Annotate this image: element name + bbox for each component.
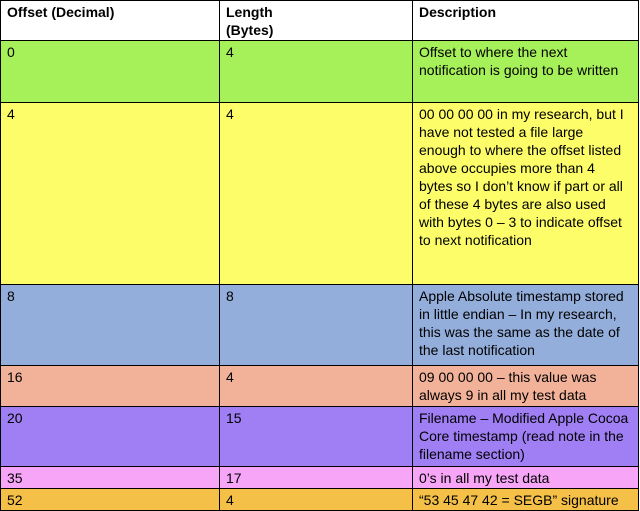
table-row (1, 285, 639, 366)
cell-length: 4 (220, 366, 413, 407)
cell-description: Filename – Modified Apple Cocoa Core timestamp (read note in the filename section) (413, 407, 639, 467)
cell-offset: 20 (1, 407, 220, 467)
cell-length: 4 (220, 41, 413, 103)
table-row (1, 103, 639, 285)
cell-offset: 35 (1, 467, 220, 489)
table-row (1, 407, 639, 467)
cell-length: 8 (220, 285, 413, 366)
cell-description: 0’s in all my test data (413, 467, 639, 489)
cell-length: 17 (220, 467, 413, 489)
cell-description: Apple Absolute timestamp stored in little endian – In my research, this was the same as the date of the last notification (413, 285, 639, 366)
table-row (1, 467, 639, 489)
header-length (220, 1, 413, 41)
cell-offset: 52 (1, 489, 220, 511)
cell-length: 4 (220, 103, 413, 285)
table-row (1, 41, 639, 103)
cell-length: 4 (220, 489, 413, 511)
table-row (1, 489, 639, 511)
cell-offset: 8 (1, 285, 220, 366)
cell-offset: 0 (1, 41, 220, 103)
header-description: Description (413, 1, 639, 41)
cell-description: 09 00 00 00 – this value was always 9 in all my test data (413, 366, 639, 407)
header-offset: Offset (Decimal) (1, 1, 220, 41)
header-length-label: Length (Bytes) (226, 4, 274, 38)
cell-description: 00 00 00 00 in my research, but I have not tested a file large enough to where the offset listed above occupies more than 4 bytes so I don’t know if part or all of these 4 bytes are also used with bytes 0 – 3 to indicate offset to next notification (413, 103, 639, 285)
cell-offset: 4 (1, 103, 220, 285)
cell-description: “53 45 47 42 = SEGB” signature (413, 489, 639, 511)
cell-offset: 16 (1, 366, 220, 407)
cell-description: Offset to where the next notification is going to be written (413, 41, 639, 103)
header-row (1, 1, 639, 41)
cell-length: 15 (220, 407, 413, 467)
table-row (1, 366, 639, 407)
